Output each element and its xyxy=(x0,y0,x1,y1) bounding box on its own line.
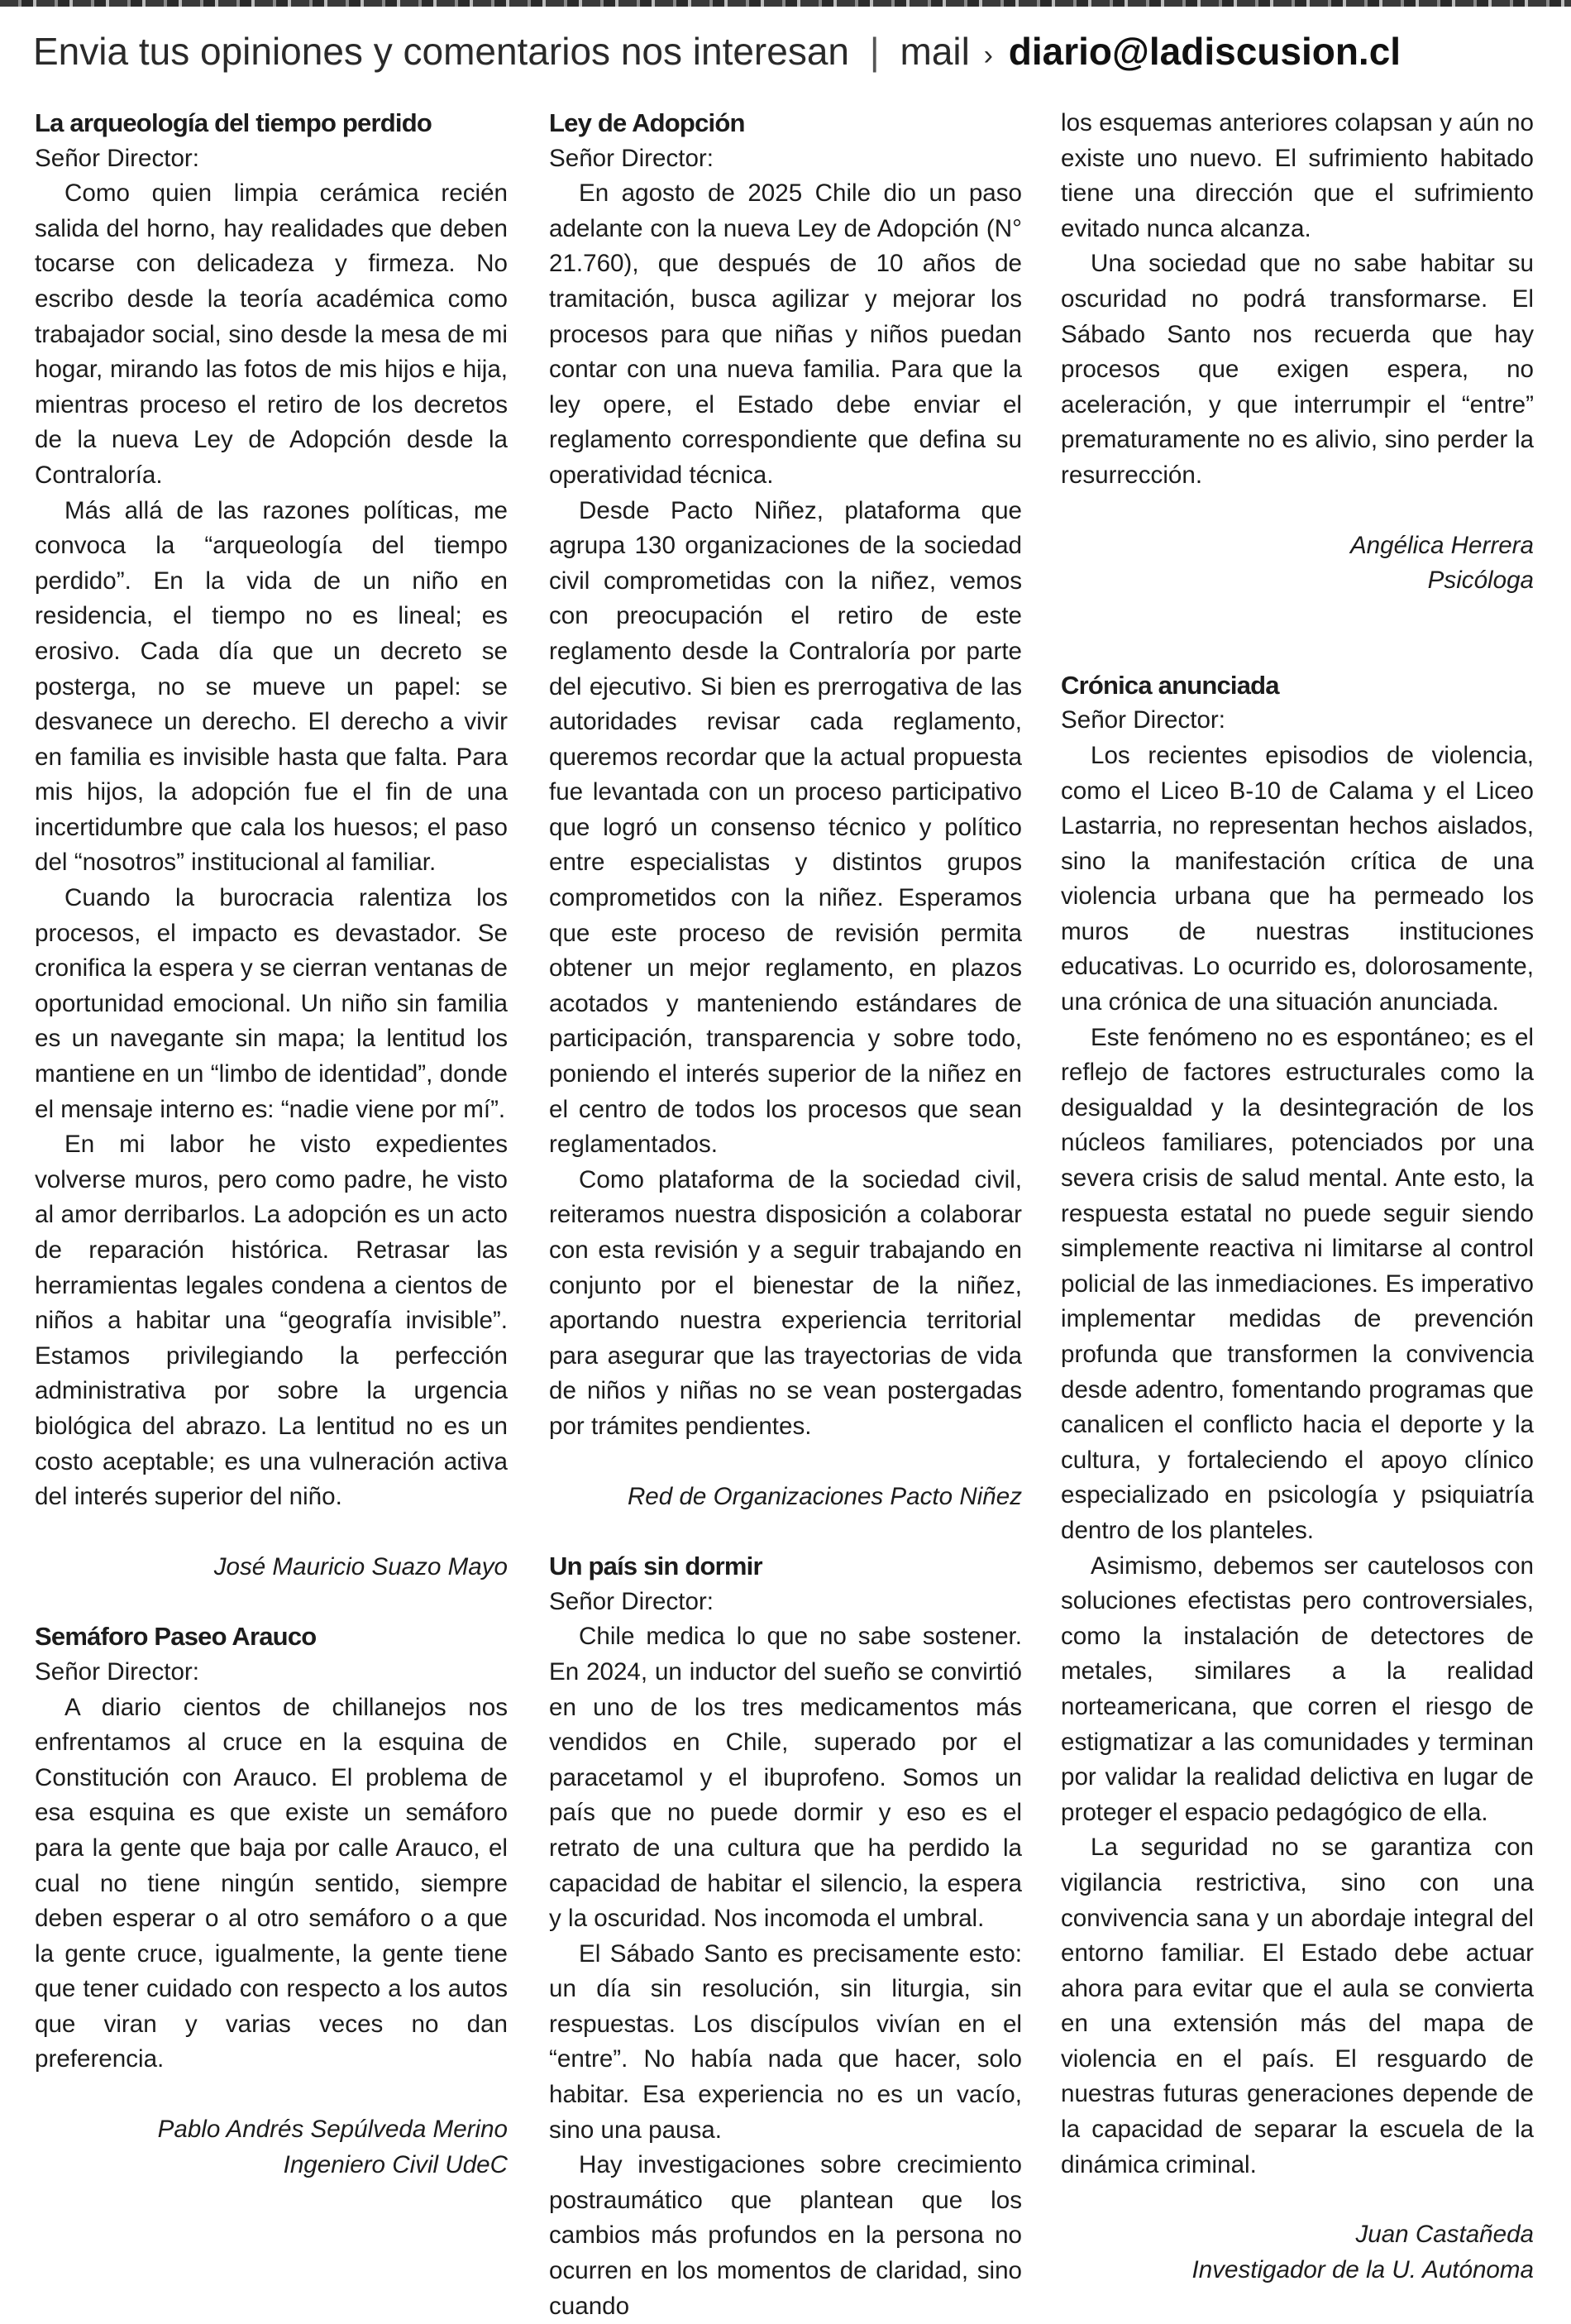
spacer xyxy=(1061,599,1534,668)
letter-paragraph: En mi labor he visto expedientes volverse muros, pero como padre, he visto al amor derribarlos. La adopción es un acto de reparación histórica. Retrasar las herramientas legales condena a cientos de niños a habitar una “geografía invisible”. Estamos privilegiando la perfección administrativa por sobre la urgencia biológica del abrazo. La lentitud no es un costo aceptable; es una vulneración activa del interés superior del niño. xyxy=(35,1131,508,1511)
letter-arqueologia xyxy=(35,106,508,1585)
letter-salutation: Señor Director: xyxy=(35,144,200,172)
column-2 xyxy=(549,106,1022,2320)
spacer xyxy=(549,1445,1022,1480)
banner-email-link[interactable]: diario@ladiscusion.cl xyxy=(1008,30,1401,73)
letter-pais-sin-dormir-continued xyxy=(1061,106,1534,599)
letter-signature-role: Psicóloga xyxy=(1427,567,1534,595)
column-3 xyxy=(1061,106,1534,2283)
letter-paragraph: Una sociedad que no sabe habitar su oscuridad no podrá transformarse. El Sábado Santo nos recuerda que hay procesos que exigen espera, no aceleración, y que interrumpir el “entre” prematuramente no es alivio, sino perder la resurrección. xyxy=(1061,250,1534,489)
letter-title: Crónica anunciada xyxy=(1061,670,1279,700)
opinion-banner xyxy=(33,25,1538,78)
letter-title: La arqueología del tiempo perdido xyxy=(35,108,432,137)
letter-paragraph: En agosto de 2025 Chile dio un paso adelante con la nueva Ley de Adopción (N° 21.760), que después de 10 años de tramitación, busca agilizar y mejorar los procesos para que niñas y niños puedan contar con una nueva familia. Para que la ley opere, el Estado debe enviar el reglamento correspondiente que defina su operatividad técnica. xyxy=(549,179,1022,489)
letter-paragraph: Los recientes episodios de violencia, como el Liceo B-10 de Calama y el Liceo Lastarria, no representan hechos aislados, sino la manifestación crítica de una violencia urbana que ha permeado los muros de nuestras instituciones educativas. Lo ocurrido es, dolorosamente, una crónica de una situación anunciada. xyxy=(1061,741,1534,1016)
letter-signature: Red de Organizaciones Pacto Niñez xyxy=(627,1482,1022,1510)
letter-signature: Angélica Herrera xyxy=(1349,531,1534,559)
letter-paragraph: Como quien limpia cerámica recién salida del horno, hay realidades que deben tocarse con delicadeza y firmeza. No escribo desde la teoría académica como trabajador social, sino desde la mesa de mi hogar, mirando las fotos de mis hijos e hija, mientras proceso el retiro de los decretos de la nueva Ley de Adopción desde la Contraloría. xyxy=(35,179,508,489)
letter-salutation: Señor Director: xyxy=(1061,706,1226,734)
letter-paragraph-continued: los esquemas anteriores colapsan y aún no existe uno nuevo. El sufrimiento habitado tiene una dirección que el sufrimiento evitado nunca alcanza. xyxy=(1061,109,1534,242)
banner-separator: | xyxy=(869,30,880,73)
letter-pais-sin-dormir xyxy=(549,1549,1022,2324)
column-1 xyxy=(35,106,508,2273)
letter-paragraph: El Sábado Santo es precisamente esto: un día sin resolución, sin liturgia, sin respuestas. Los discípulos vivían en el “entre”. No había nada que hacer, solo habitar. Esa experiencia no es un vacío, sino una pausa. xyxy=(549,1939,1022,2144)
letter-cronica xyxy=(1061,668,1534,2288)
top-border xyxy=(0,0,1571,7)
letter-salutation: Señor Director: xyxy=(35,1657,200,1686)
letter-title: Semáforo Paseo Arauco xyxy=(35,1622,317,1652)
spacer xyxy=(35,1515,508,1550)
letter-title: Ley de Adopción xyxy=(549,108,745,137)
letter-signature: José Mauricio Suazo Mayo xyxy=(213,1552,508,1580)
letter-paragraph: Hay investigaciones sobre crecimiento postraumático que plantean que los cambios más profundos en la persona no ocurren en los momentos de claridad, sino cuando xyxy=(549,2151,1022,2320)
letter-paragraph: Este fenómeno no es espontáneo; es el reflejo de factores estructurales como la desigualdad y la desintegración de los núcleos familiares, potenciados por una severa crisis de salud mental. Ante esto, la respuesta estatal no puede seguir siendo simplemente reactiva ni limitarse al control policial de las inmediaciones. Es imperativo implementar medidas de prevención profunda que transformen la convivencia desde adentro, fomentando programas que canalicen el conflicto hacia el deporte y la cultura, y fortaleciendo el apoyo clínico especializado en psicología y psiquiatría dentro de los planteles. xyxy=(1061,1023,1534,1544)
spacer xyxy=(35,1585,508,1619)
banner-text: Envia tus opiniones y comentarios nos interesan xyxy=(33,30,850,73)
letter-salutation: Señor Director: xyxy=(549,1587,714,1615)
letter-semaforo xyxy=(35,1619,508,2183)
spacer xyxy=(1061,494,1534,528)
letter-paragraph: Chile medica lo que no sabe sostener. En 2024, un inductor del sueño se convirtió en uno de los tres medicamentos más vendidos en Chile, superado por el paracetamol y el ibuprofeno. Somos un país que no puede dormir y eso es el retrato de una cultura que ha perdido la capacidad de habitar el silencio, la espera y la oscuridad. Nos incomoda el umbral. xyxy=(549,1623,1022,1933)
letter-signature: Pablo Andrés Sepúlveda Merino xyxy=(157,2116,508,2144)
letter-adopcion xyxy=(549,106,1022,1514)
spacer xyxy=(1061,2183,1534,2217)
letter-title: Un país sin dormir xyxy=(549,1552,762,1581)
letter-paragraph: A diario cientos de chillanejos nos enfrentamos al cruce en la esquina de Constitución con Arauco. El problema de esa esquina es que existe un semáforo para la gente que baja por calle Arauco, el cual no tiene ningún sentido, siempre deben esperar o al otro semáforo o a que la gente cruce, igualmente, la gente tiene que tener cuidado con respecto a los autos que viran y varias veces no dan preferencia. xyxy=(35,1693,508,2073)
spacer xyxy=(35,2078,508,2112)
letter-paragraph: Más allá de las razones políticas, me convoca la “arqueología del tiempo perdido”. En la vida de un niño en residencia, el tiempo no es lineal; es erosivo. Cada día que un decreto se posterga, no se mueve un papel: se desvanece un derecho. El derecho a vivir en familia es invisible hasta que falta. Para mis hijos, la adopción fue el fin de una incertidumbre que cala los huesos; el paso del “nosotros” institucional al familiar. xyxy=(35,496,508,877)
arrow-right-icon: › xyxy=(983,40,993,71)
banner-mail-label: mail xyxy=(900,30,970,73)
letter-paragraph: La seguridad no se garantiza con vigilancia restrictiva, sino con una convivencia sana y un abordaje integral del entorno familiar. El Estado debe actuar ahora para evitar que el aula se convierta en una extensión más del mapa de violencia en el país. El resguardo de nuestras futuras generaciones depende de la capacidad de separar la escuela de la dinámica criminal. xyxy=(1061,1834,1534,2178)
letter-paragraph: Como plataforma de la sociedad civil, reiteramos nuestra disposición a colaborar con esta revisión y a seguir trabajando en conjunto por el bienestar de la niñez, aportando nuestra experiencia territorial para asegurar que las trayectorias de vida de niños y niñas no se vean postergadas por trámites pendientes. xyxy=(549,1165,1022,1440)
letter-paragraph: Desde Pacto Niñez, plataforma que agrupa 130 organizaciones de la sociedad civil comprometidas con la niñez, vemos con preocupación el retiro de este reglamento desde la Contraloría por parte del ejecutivo. Si bien es prerrogativa de las autoridades revisar cada reglamento, queremos recordar que la actual propuesta fue levantada con un proceso participativo que logró un consenso técnico y político entre especialistas y distintos grupos comprometidos con la niñez. Esperamos que este proceso de revisión permita obtener un mejor reglamento, en plazos acotados y manteniendo estándares de participación, transparencia y sobre todo, poniendo el interés superior de la niñez en el centro de todos los procesos que sean reglamentados. xyxy=(549,496,1022,1159)
letter-salutation: Señor Director: xyxy=(549,144,714,172)
letter-paragraph: Cuando la burocracia ralentiza los procesos, el impacto es devastador. Se cronifica la espera y se cierran ventanas de oportunidad emocional. Un niño sin familia es un navegante sin mapa; la lentitud los mantiene en un “limbo de identidad”, donde el mensaje interno es: “nadie viene por mí”. xyxy=(35,884,508,1123)
letter-paragraph: Asimismo, debemos ser cautelosos con soluciones efectistas pero controversiales, como la instalación de detectores de metales, similares a la realidad norteamericana, que corren el riesgo de estigmatizar a las comunidades y terminan por validar la realidad delictiva en lugar de proteger el espacio pedagógico de ella. xyxy=(1061,1552,1534,1826)
letter-signature: Juan Castañeda xyxy=(1355,2221,1534,2249)
spacer xyxy=(549,1514,1022,1549)
letter-signature-role: Investigador de la U. Autónoma xyxy=(1191,2255,1534,2283)
letter-signature-role: Ingeniero Civil UdeC xyxy=(283,2150,508,2178)
